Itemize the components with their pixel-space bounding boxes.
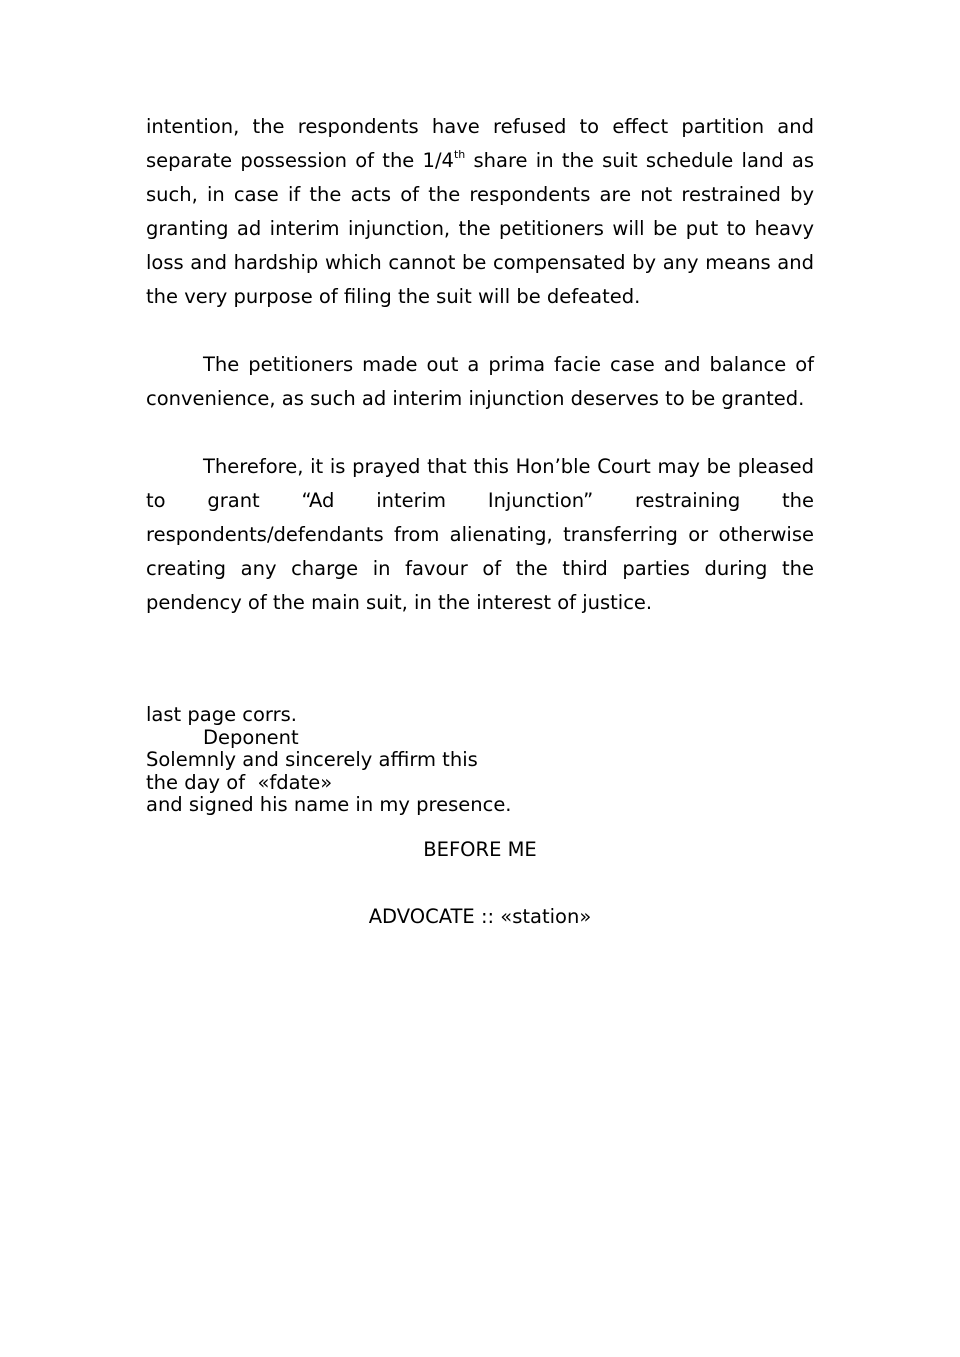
deponent-label: Deponent [203,725,299,749]
paragraph-gap [146,620,814,688]
paragraph-gap [146,416,814,450]
paragraph-intention-part2: share in the suit schedule land as such, in case if the acts of the respondents are not restrained by granting ad interim injunction, the petitioners will be put to heavy loss and hardship which cannot be compensated by any means and the very purpose of filing the suit will be defeated. [146,149,815,308]
advocate-station-label: ADVOCATE :: «station» [368,905,592,928]
document-body [146,110,814,929]
deponent-block [146,704,814,817]
paragraph-prima-facie: The petitioners made out a prima facie case and balance of convenience, as such ad interim injunction deserves to be granted. [146,353,814,410]
affirmation-line: Solemnly and sincerely affirm this [146,748,478,771]
paragraph-intention [146,110,814,314]
paragraph-prayer: Therefore, it is prayed that this Hon’ble Court may be pleased to grant “Ad interim Injunction” restraining the respondents/defendants from alienating, transferring or otherwise creating any charge in favour of the third parties during the pendency of the main suit, in the interest of justice. [146,455,814,614]
signed-line: and signed his name in my presence. [146,793,512,816]
paragraph-intention-part1: intention, the respondents have refused to effect partition and separate possession of the 1/4 [146,115,814,172]
superscript-th: th [453,148,466,161]
date-line: the day of «fdate» [146,770,333,794]
corrections-note: last page corrs. [146,703,297,726]
before-me-label: BEFORE ME [423,837,537,861]
paragraph-gap [146,314,814,348]
